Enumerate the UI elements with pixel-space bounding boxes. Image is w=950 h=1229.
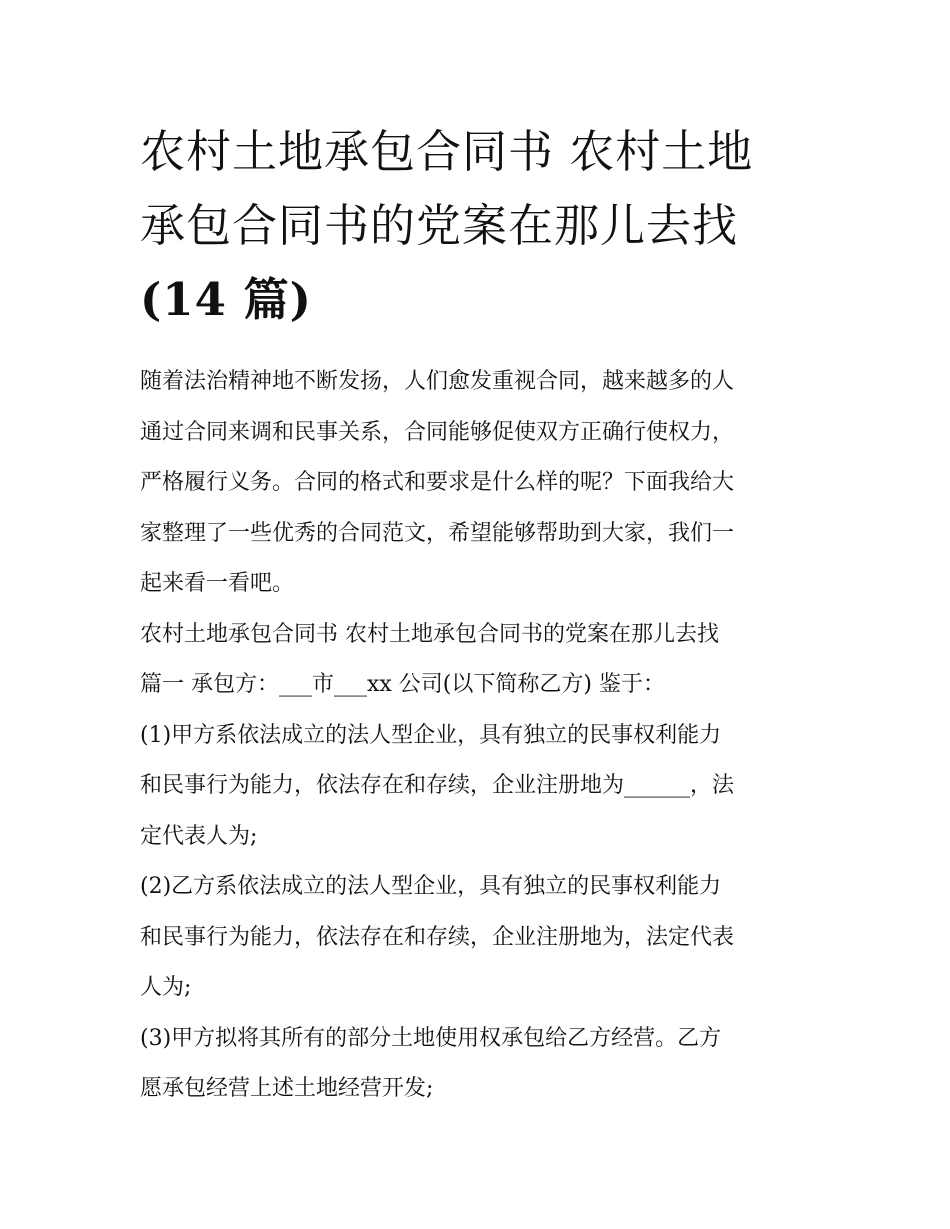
intro-paragraph bbox=[140, 357, 820, 610]
text-line: 随着法治精神地不断发扬，人们愈发重视合同，越来越多的人 bbox=[140, 369, 735, 394]
text-line: (1)甲方系依法成立的法人型企业，具有独立的民事权利能力 bbox=[140, 722, 722, 748]
clause-paragraph bbox=[140, 711, 820, 863]
text-line: (2)乙方系依法成立的法人型企业，具有独立的民事权利能力 bbox=[140, 874, 722, 899]
text-line: 通过合同来调和民事关系，合同能够促使双方正确行使权力， bbox=[140, 419, 735, 445]
title-line: 承包合同书的党案在那儿去找 bbox=[140, 199, 739, 252]
text-line: 和民事行为能力，依法存在和存续，企业注册地为，法定代表 bbox=[140, 924, 735, 950]
text-line: 定代表人为; bbox=[140, 823, 258, 849]
text-line: 人为; bbox=[140, 975, 192, 1000]
document-title bbox=[140, 115, 820, 337]
subtitle-line: 农村土地承包合同书 农村土地承包合同书的党案在那儿去找 bbox=[140, 621, 719, 647]
title-line: (14 篇) bbox=[140, 273, 312, 326]
clause-paragraph bbox=[140, 1014, 820, 1115]
subtitle-paragraph bbox=[140, 610, 820, 661]
title-line: 农村土地承包合同书 农村土地 bbox=[140, 125, 754, 178]
text-line: 严格履行义务。合同的格式和要求是什么样的呢？下面我给大 bbox=[140, 470, 735, 495]
text-line: 起来看一看吧。 bbox=[140, 571, 295, 596]
section-line: 篇一 承包方：___市___xx 公司(以下简称乙方) 鉴于： bbox=[140, 672, 665, 697]
text-line: (3)甲方拟将其所有的部分土地使用权承包给乙方经营。乙方 bbox=[140, 1025, 722, 1051]
clause-paragraph bbox=[140, 862, 820, 1014]
section-heading bbox=[140, 660, 820, 711]
text-line: 愿承包经营上述土地经营开发; bbox=[140, 1076, 434, 1101]
text-line: 和民事行为能力，依法存在和存续，企业注册地为______，法 bbox=[140, 773, 735, 798]
text-line: 家整理了一些优秀的合同范文，希望能够帮助到大家，我们一 bbox=[140, 520, 735, 546]
document-body bbox=[140, 357, 820, 1115]
